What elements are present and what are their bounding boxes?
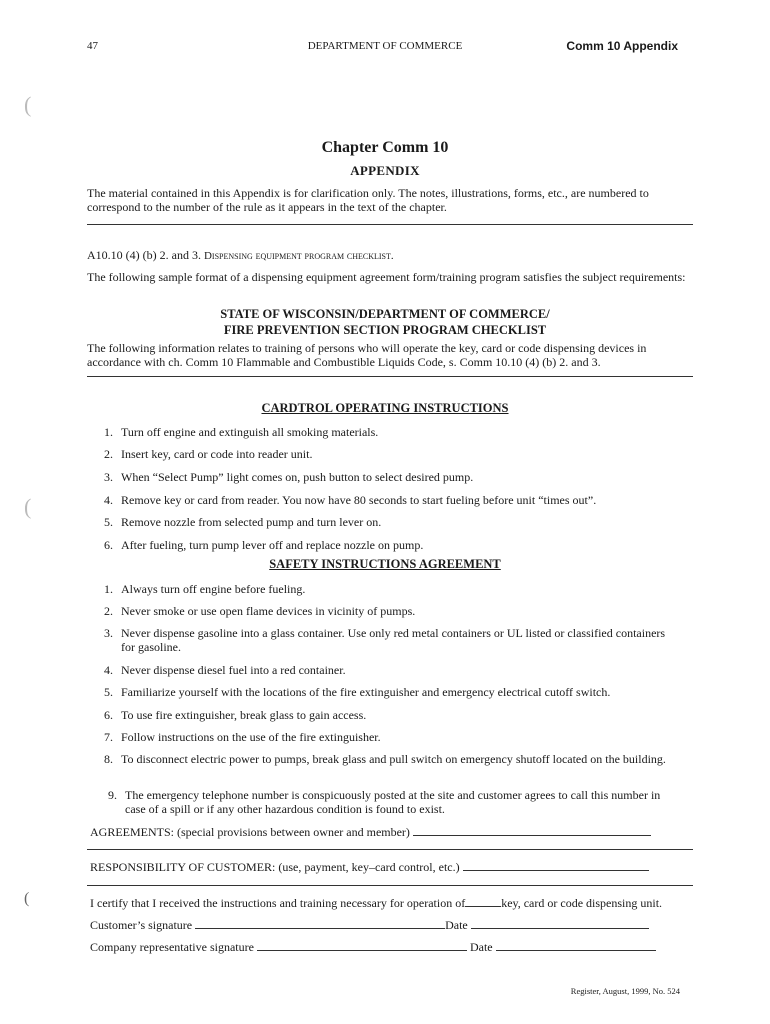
section-number: A10.10 (4) (b) 2. and 3.: [87, 248, 201, 262]
item-number: 3.: [104, 470, 113, 484]
info-paragraph: The following information relates to training of persons who will operate the key, card or code dispensing devices in accordance with ch. Comm 10 Flammable and Combustible Liquids Code, s. Comm 10.10 (4) (b) 2. and 3.: [87, 341, 647, 369]
list-item: [104, 752, 684, 766]
item-number: 6.: [104, 538, 113, 552]
customer-date-label: Date: [445, 918, 468, 932]
binding-mark-icon: (: [24, 92, 32, 117]
agreements-field: [90, 825, 651, 840]
item-number: 1.: [104, 425, 113, 439]
list-item: [104, 582, 684, 596]
register-footer: Register, August, 1999, No. 524: [570, 986, 680, 996]
intro-paragraph: The material contained in this Appendix is for clarification only. The notes, illustrations, forms, etc., are numbered to correspond to the number of the rule as it appears in the text of the chapter.: [87, 186, 649, 214]
item-number: 9.: [108, 788, 117, 802]
item-text: Remove key or card from reader. You now have 80 seconds to start fueling before unit “times out”.: [121, 493, 597, 507]
agreements-extra-line[interactable]: [87, 849, 693, 850]
item-number: 1.: [104, 582, 113, 596]
certification-statement: [90, 896, 662, 911]
company-date-line[interactable]: [496, 940, 656, 951]
item-number: 4.: [104, 493, 113, 507]
item-number: 8.: [104, 752, 113, 766]
form-heading: [0, 306, 770, 338]
section-title: Dispensing equipment program checklist.: [203, 250, 394, 262]
agreements-input-line[interactable]: [413, 825, 651, 836]
list-item: [104, 708, 684, 722]
company-signature-label: Company representative signature: [90, 940, 254, 954]
divider: [87, 224, 693, 225]
list-item: [104, 538, 684, 552]
appendix-title: APPENDIX: [350, 163, 420, 178]
item-text: When “Select Pump” light comes on, push button to select desired pump.: [121, 470, 474, 484]
item-text: The emergency telephone number is conspicuously posted at the site and customer agrees to call this number in case of a spill or if any other hazardous condition is found to exist.: [125, 788, 661, 816]
list-item: [104, 604, 684, 618]
item-number: 2.: [104, 447, 113, 461]
list-item: [104, 663, 684, 677]
chapter-title: Chapter Comm 10: [321, 139, 449, 156]
responsibility-input-line[interactable]: [463, 860, 649, 871]
item-number: 5.: [104, 515, 113, 529]
form-heading-line-1: STATE OF WISCONSIN/DEPARTMENT OF COMMERCE/: [220, 307, 550, 321]
running-header-section: Comm 10 Appendix: [566, 39, 678, 53]
certify-text-end: key, card or code dispensing unit.: [501, 896, 663, 910]
list-item: [104, 447, 684, 461]
agreements-label: AGREEMENTS: (special provisions between owner and member): [90, 825, 410, 839]
item-text: Remove nozzle from selected pump and turn lever on.: [121, 515, 382, 529]
responsibility-label: RESPONSIBILITY OF CUSTOMER: (use, payment, key–card control, etc.): [90, 860, 460, 874]
running-header-department: DEPARTMENT OF COMMERCE: [307, 40, 463, 52]
item-text: Follow instructions on the use of the fire extinguisher.: [121, 730, 381, 744]
certify-count-input-line[interactable]: [465, 896, 501, 907]
item-text: To use fire extinguisher, break glass to gain access.: [121, 708, 367, 722]
customer-signature-label: Customer’s signature: [90, 918, 193, 932]
item-text: To disconnect electric power to pumps, break glass and pull switch on emergency shutoff located on the building.: [121, 752, 666, 766]
operating-instructions-heading: CARDTROL OPERATING INSTRUCTIONS: [261, 401, 509, 415]
form-heading-line-2: FIRE PREVENTION SECTION PROGRAM CHECKLIST: [223, 323, 547, 337]
list-item: [108, 788, 688, 816]
item-text: Always turn off engine before fueling.: [121, 582, 306, 596]
item-text: After fueling, turn pump lever off and replace nozzle on pump.: [121, 538, 424, 552]
item-text: Insert key, card or code into reader unit.: [121, 447, 313, 461]
item-text: Never smoke or use open flame devices in vicinity of pumps.: [121, 604, 416, 618]
item-number: 5.: [104, 685, 113, 699]
responsibility-extra-line[interactable]: [87, 885, 693, 886]
list-item: [104, 626, 684, 654]
item-text: Turn off engine and extinguish all smoking materials.: [121, 425, 379, 439]
list-item: [104, 685, 684, 699]
responsibility-field: [90, 860, 649, 875]
certify-text-start: I certify that I received the instructions and training necessary for operation of: [90, 896, 466, 910]
item-number: 3.: [104, 626, 113, 640]
item-text: Never dispense diesel fuel into a red container.: [121, 663, 346, 677]
binding-mark-icon: (: [24, 494, 32, 519]
customer-date-line[interactable]: [471, 918, 649, 929]
customer-signature-line[interactable]: [195, 918, 445, 929]
list-item: [104, 730, 684, 744]
divider: [87, 376, 693, 377]
item-number: 6.: [104, 708, 113, 722]
list-item: [104, 493, 684, 507]
item-text: Familiarize yourself with the locations of the fire extinguisher and emergency electrical cutoff switch.: [121, 685, 611, 699]
section-reference: [87, 248, 687, 263]
page-number: 47: [87, 40, 98, 52]
list-item: [104, 425, 684, 439]
safety-instructions-heading: SAFETY INSTRUCTIONS AGREEMENT: [269, 557, 501, 571]
binding-mark-icon: (: [24, 890, 30, 907]
item-number: 4.: [104, 663, 113, 677]
item-number: 7.: [104, 730, 113, 744]
item-text: Never dispense gasoline into a glass container. Use only red metal containers or UL listed or classified containers for gasoline.: [121, 626, 666, 654]
list-item: [104, 515, 684, 529]
company-date-label: Date: [469, 940, 493, 954]
sample-paragraph: The following sample format of a dispensing equipment agreement form/training program satisfies the subject requirements:: [87, 270, 686, 284]
company-signature-line[interactable]: [257, 940, 467, 951]
item-number: 2.: [104, 604, 113, 618]
company-signature-row: [90, 940, 656, 955]
customer-signature-row: [90, 918, 649, 933]
list-item: [104, 470, 684, 484]
